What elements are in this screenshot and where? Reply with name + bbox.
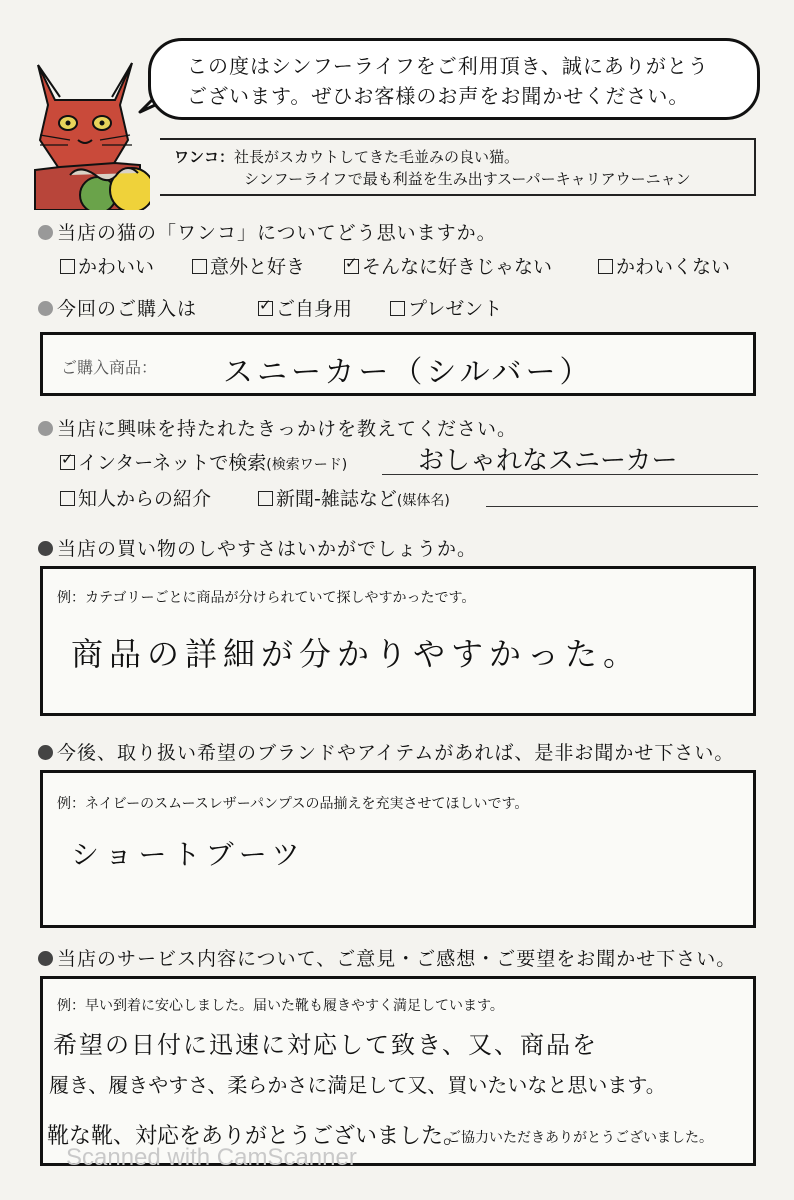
q2-question <box>38 294 197 321</box>
q4-example: 例：カテゴリーごとに商品が分けられていて探しやすかったです。 <box>57 590 476 606</box>
q6-answer-line-1: 希望の日付に迅速に対応して致き、又、商品を <box>53 1031 599 1059</box>
q1-option-label: かわいい <box>78 256 155 278</box>
checkbox-icon[interactable] <box>60 259 75 274</box>
checkbox-icon[interactable] <box>390 301 405 316</box>
q3-option-internet[interactable] <box>60 448 347 475</box>
q1-option-label: 意外と好き <box>210 256 306 278</box>
bullet-icon <box>38 951 53 966</box>
checkbox-icon[interactable] <box>60 491 75 506</box>
q3-friend-label: 知人からの紹介 <box>78 488 212 510</box>
product-box <box>40 332 756 396</box>
q2-option-label: プレゼント <box>408 298 503 320</box>
q1-option-like[interactable] <box>192 252 305 279</box>
search-word-answer: おしゃれなスニーカー <box>418 446 678 476</box>
greeting-line-1: この度はシンフーライフをご利用頂き、誠にありがとう <box>187 54 709 78</box>
q3-question <box>38 414 517 441</box>
cat-mascot-illustration <box>20 45 150 210</box>
q1-question-text: 当店の猫の「ワンコ」についてどう思いますか。 <box>57 222 497 244</box>
q5-answer: ショートブーツ <box>71 838 306 871</box>
q1-option-cute[interactable] <box>60 252 154 279</box>
q5-question <box>38 738 734 765</box>
q6-question <box>38 944 736 971</box>
q2-question-text: 今回のご購入は <box>57 298 198 320</box>
product-label: ご購入商品： <box>61 358 158 377</box>
thanks-message: ご協力いただきありがとうございました。 <box>447 1130 713 1146</box>
q5-question-text: 今後、取り扱い希望のブランドやアイテムがあれば、是非お聞かせ下さい。 <box>57 742 735 764</box>
bullet-icon <box>38 225 53 240</box>
wanko-line-1: 社長がスカウトしてきた毛並みの良い猫。 <box>234 148 520 166</box>
q6-answer-line-2: 履き、履きやすさ、柔らかさに満足して又、買いたいなと思います。 <box>49 1073 666 1097</box>
q1-option-not-cute[interactable] <box>598 252 730 279</box>
q2-option-self[interactable] <box>258 294 352 321</box>
q1-option-not-much[interactable] <box>344 252 552 279</box>
camscanner-watermark: Scanned with CamScanner <box>66 1144 357 1171</box>
checkbox-checked-icon[interactable] <box>60 455 75 470</box>
search-word-field[interactable] <box>382 444 758 475</box>
bullet-icon <box>38 421 53 436</box>
q4-question-text: 当店の買い物のしやすさはいかがでしょうか。 <box>57 538 478 560</box>
bullet-icon <box>38 541 53 556</box>
q6-answer-line-3: 靴な靴、対応をありがとうございました。 <box>47 1124 466 1149</box>
q6-example: 例：早い到着に安心しました。届いた靴も履きやすく満足しています。 <box>57 998 504 1014</box>
q3-media-label: 新聞-雑誌など <box>276 488 397 510</box>
q1-option-label: かわいくない <box>616 256 731 278</box>
greeting-line-2: ございます。ぜひお客様のお声をお聞かせください。 <box>187 84 690 108</box>
wanko-description <box>160 138 756 196</box>
checkbox-checked-icon[interactable] <box>344 259 359 274</box>
q3-option-friend[interactable] <box>60 484 211 511</box>
q3-internet-sub: (検索ワード) <box>266 457 348 473</box>
q1-option-label: そんなに好きじゃない <box>362 256 553 278</box>
q4-answer: 商品の詳細が分かりやすかった。 <box>71 635 642 673</box>
q5-example: 例：ネイビーのスムースレザーパンプスの品揃えを充実させてほしいです。 <box>57 796 529 812</box>
q4-answer-box[interactable] <box>40 566 756 716</box>
q6-answer-box[interactable] <box>40 976 756 1166</box>
product-value[interactable]: スニーカー（シルバー） <box>223 355 594 390</box>
q4-question <box>38 534 477 561</box>
q1-question <box>38 218 497 245</box>
checkbox-icon[interactable] <box>192 259 207 274</box>
q3-question-text: 当店に興味を持たれたきっかけを教えてください。 <box>57 418 518 440</box>
greeting-bubble <box>148 38 760 120</box>
checkbox-icon[interactable] <box>598 259 613 274</box>
q2-option-present[interactable] <box>390 294 502 321</box>
wanko-line-2: シンフーライフで最も利益を生み出すスーパーキャリアウーニャン <box>244 170 691 188</box>
q3-media-sub: (媒体名) <box>396 493 450 509</box>
q5-answer-box[interactable] <box>40 770 756 928</box>
bullet-icon <box>38 301 53 316</box>
checkbox-icon[interactable] <box>258 491 273 506</box>
q3-internet-label: インターネットで検索 <box>78 452 267 474</box>
q2-option-label: ご自身用 <box>276 298 353 320</box>
wanko-label: ワンコ： <box>174 148 235 166</box>
q6-question-text: 当店のサービス内容について、ご意見・ご感想・ご要望をお聞かせ下さい。 <box>57 948 737 970</box>
bullet-icon <box>38 745 53 760</box>
checkbox-checked-icon[interactable] <box>258 301 273 316</box>
media-name-field[interactable] <box>486 486 758 507</box>
q3-option-media[interactable] <box>258 484 450 511</box>
